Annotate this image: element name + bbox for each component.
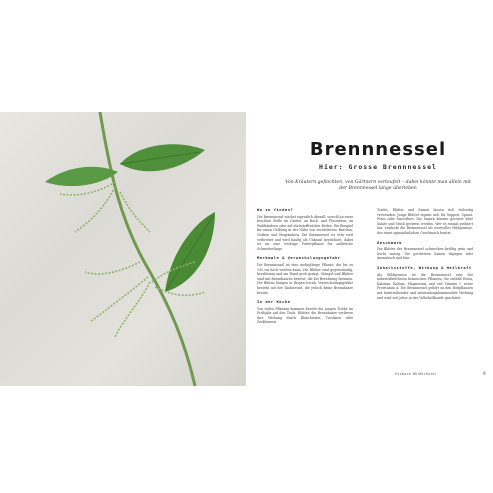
- left-column: [257, 208, 353, 327]
- section-heading: In der Küche: [257, 299, 291, 305]
- page-title: Brennnessel: [309, 139, 447, 160]
- running-footer: Essbare Wildkräuter: [395, 372, 437, 376]
- section-text: Die Brennnessel wächst eigentlich überall, sowohl an einer feuchten Stelle im Garten, an Bach- und Flussufern, an Waldrändern oder auf stickstoffreichen Böden. Ein Beispiel für einen Gelbling in der Nähe von verwilderten Brachen, Gräben und Wegrändern. Die Brennnessel ist sehr weit verbreitet und wird häufig als Unkraut bezeichnet, dabei ist sie eine wichtige Futterpflanze für zahlreiche Schmetterlinge.: [257, 214, 354, 251]
- intro-text: Von Kräutern geflochten, von Gärtnern verteufelt – dabei könnte man allein mit der Brennnessel lange überleben: [285, 180, 471, 191]
- right-column: [377, 208, 473, 302]
- section-heading: Inhaltsstoffe, Wirkung & Heilkraft: [377, 264, 472, 270]
- page-number: 9: [483, 371, 486, 376]
- section-heading: Merkmale & Verwechslungsgefahr: [257, 255, 341, 261]
- page-subtitle: Hier: Grosse Brennnessel: [319, 163, 437, 171]
- section-text: Von vielen Pflanzen kommen bereits die jungen Triebe im Frühjahr auf den Tisch. Blätter, die Brennhaare verlieren ihre Wirkung durch Blanchieren, Trocknen oder Zerkleinern.: [257, 306, 353, 325]
- section-heading: Geschmack: [377, 239, 403, 245]
- nettle-illustration: [0, 112, 246, 386]
- nettle-photo: [0, 112, 246, 386]
- section-text: Die Blätter der Brennnessel schmecken kräftig grün und leicht nussig. Die gerösteten Samen dagegen sehr aromatisch und fein.: [377, 247, 473, 261]
- section-text: Triebe, Blätter und Samen lassen sich vielseitig verwenden. Junge Blätter eignen sich für Suppen, Spinat, Pesto oder Smoothies. Die Samen können geröstet über Salate und Müsli gestreut werden. Wer es einmal probiert hat, entdeckt die Brennnessel als wertvolles Wildgemüse, das einen spinatähnlichen Geschmack besitzt.: [377, 208, 473, 235]
- section-text: Als Wildgemüse ist die Brennnessel eine der nährstoffreichsten heimischen Pflanzen. Sie enthält Eisen, Kalzium, Kalium, Magnesium und viel Vitamin C sowie Provitamin A. Die Brennnessel gehört zu den Heilpflanzen mit harntreibender und entzündungshemmender Wirkung und wird seit jeher in der Volksheilkunde geschätzt.: [377, 272, 473, 300]
- section-heading: Wo zu finden?: [257, 207, 294, 212]
- section-text: Die Brennnessel ist eine mehrjährige Pflanze, die bis zu 150 cm hoch werden kann. Die Blätter sind gegenständig, herzförmig und am Rand grob gesägt. Stängel und Blätter sind mit Brennhaaren besetzt, die bei Berührung brennen. Die Blüten hängen in Rispen herab. Verwechslungsgefahr besteht mit der Taubnessel, die jedoch keine Brennhaare besitzt.: [257, 262, 353, 295]
